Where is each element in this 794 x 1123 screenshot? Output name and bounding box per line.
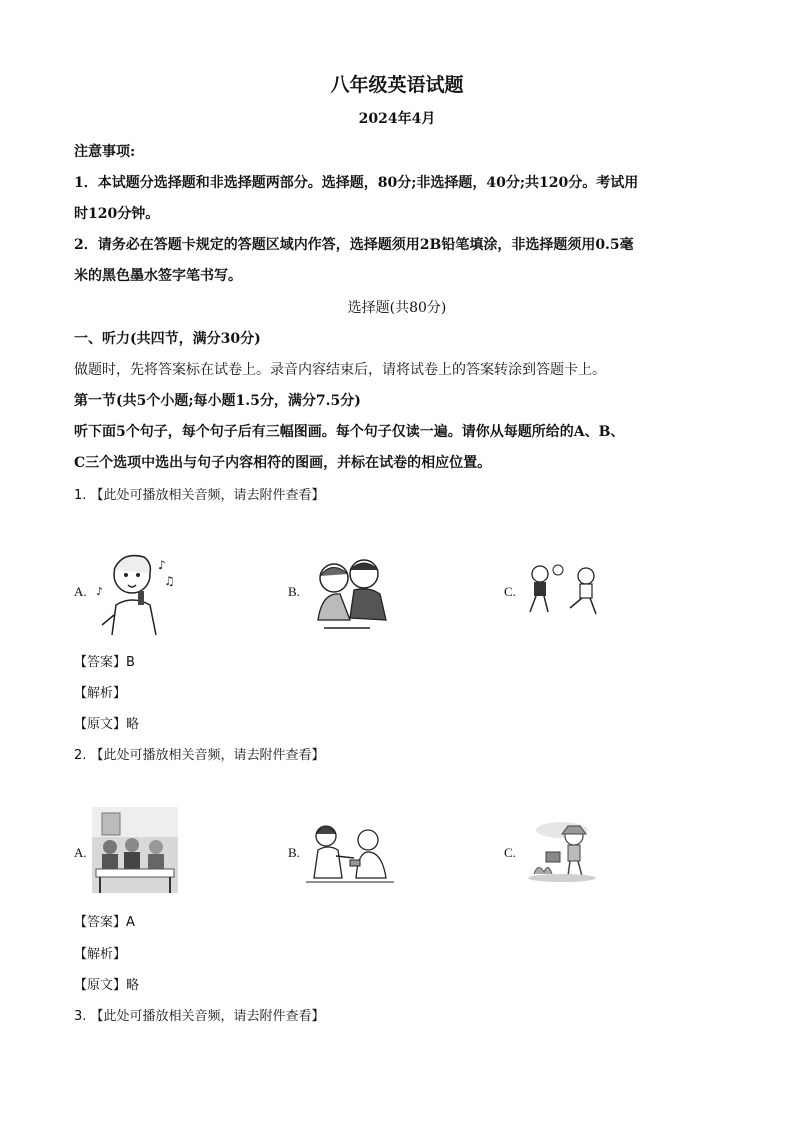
answer-label: 【答案】	[74, 915, 127, 930]
original-2	[74, 974, 139, 993]
answer-value: B	[126, 655, 135, 670]
option-b-label: B.	[288, 584, 300, 599]
notice-item-2-line-2: 米的黑色墨水签字笔书写。	[74, 268, 242, 284]
analysis-2: 【解析】	[74, 947, 127, 962]
question-2	[74, 744, 325, 763]
original-label: 【原文】	[74, 717, 127, 732]
instruction-text: 做题时，先将答案标在试卷上。录音内容结束后，请将试卷上的答案转涂到答题卡上。	[74, 362, 606, 378]
original-value: 略	[126, 717, 140, 732]
audio-note[interactable]: 【此处可播放相关音频，请去附件查看】	[90, 748, 325, 763]
option-c-label: C.	[504, 584, 516, 599]
notice-item-2-line-1: 2．请务必在答题卡规定的答题区域内作答，选择题须用2B铅笔填涂，非选择题须用0.5毫	[74, 237, 634, 253]
subsection-1-desc-line-1: 听下面5个句子，每个句子后有三幅图画。每个句子仅读一遍。请你从每题所给的A、B、	[74, 424, 625, 440]
subsection-1-desc-line-2: C三个选项中选出与句子内容相符的图画，并标在试卷的相应位置。	[74, 455, 492, 471]
option-a-label: A.	[74, 584, 87, 599]
svg-text:♪: ♪	[158, 558, 166, 572]
boy-watering-plants-picture	[526, 818, 600, 882]
question-number: 3.	[74, 1009, 87, 1024]
audio-note[interactable]: 【此处可播放相关音频，请去附件查看】	[90, 488, 325, 503]
question-1	[74, 484, 325, 503]
svg-text:♪: ♪	[96, 585, 104, 598]
page-title: 八年级英语试题	[330, 74, 464, 96]
notice-heading: 注意事项:	[74, 144, 136, 160]
question-number: 2.	[74, 748, 87, 763]
answer-label: 【答案】	[74, 655, 127, 670]
boy-singing-picture	[92, 545, 178, 637]
exam-date: 2024年4月	[358, 111, 436, 127]
original-label: 【原文】	[74, 978, 127, 993]
original-value: 略	[126, 978, 140, 993]
svg-text:♫: ♫	[164, 574, 175, 588]
notice-item-1-line-2: 时120分钟。	[74, 206, 160, 222]
option-a-label: A.	[74, 845, 87, 860]
answer-1	[74, 651, 135, 670]
answer-value: A	[126, 915, 135, 930]
audio-note[interactable]: 【此处可播放相关音频，请去附件查看】	[90, 1009, 325, 1024]
question-number: 1.	[74, 488, 87, 503]
boys-playing-football-picture	[526, 562, 608, 618]
two-boys-sitting-picture	[310, 558, 392, 634]
answer-2	[74, 911, 135, 930]
girl-helping-grandpa-picture	[306, 822, 394, 884]
subsection-1-title: 第一节(共5个小题;每小题1.5分，满分7.5分)	[74, 393, 361, 409]
notice-item-1-line-1: 1．本试题分选择题和非选择题两部分。选择题，80分;非选择题，40分;共120分。考试用	[74, 175, 639, 191]
part-1-title: 一、听力(共四节，满分30分)	[74, 331, 261, 347]
section-title: 选择题(共80分)	[347, 300, 447, 316]
analysis-1: 【解析】	[74, 686, 127, 701]
original-1	[74, 713, 139, 732]
question-3	[74, 1005, 325, 1024]
people-at-table-photo	[92, 807, 178, 893]
option-b-label: B.	[288, 845, 300, 860]
option-c-label: C.	[504, 845, 516, 860]
